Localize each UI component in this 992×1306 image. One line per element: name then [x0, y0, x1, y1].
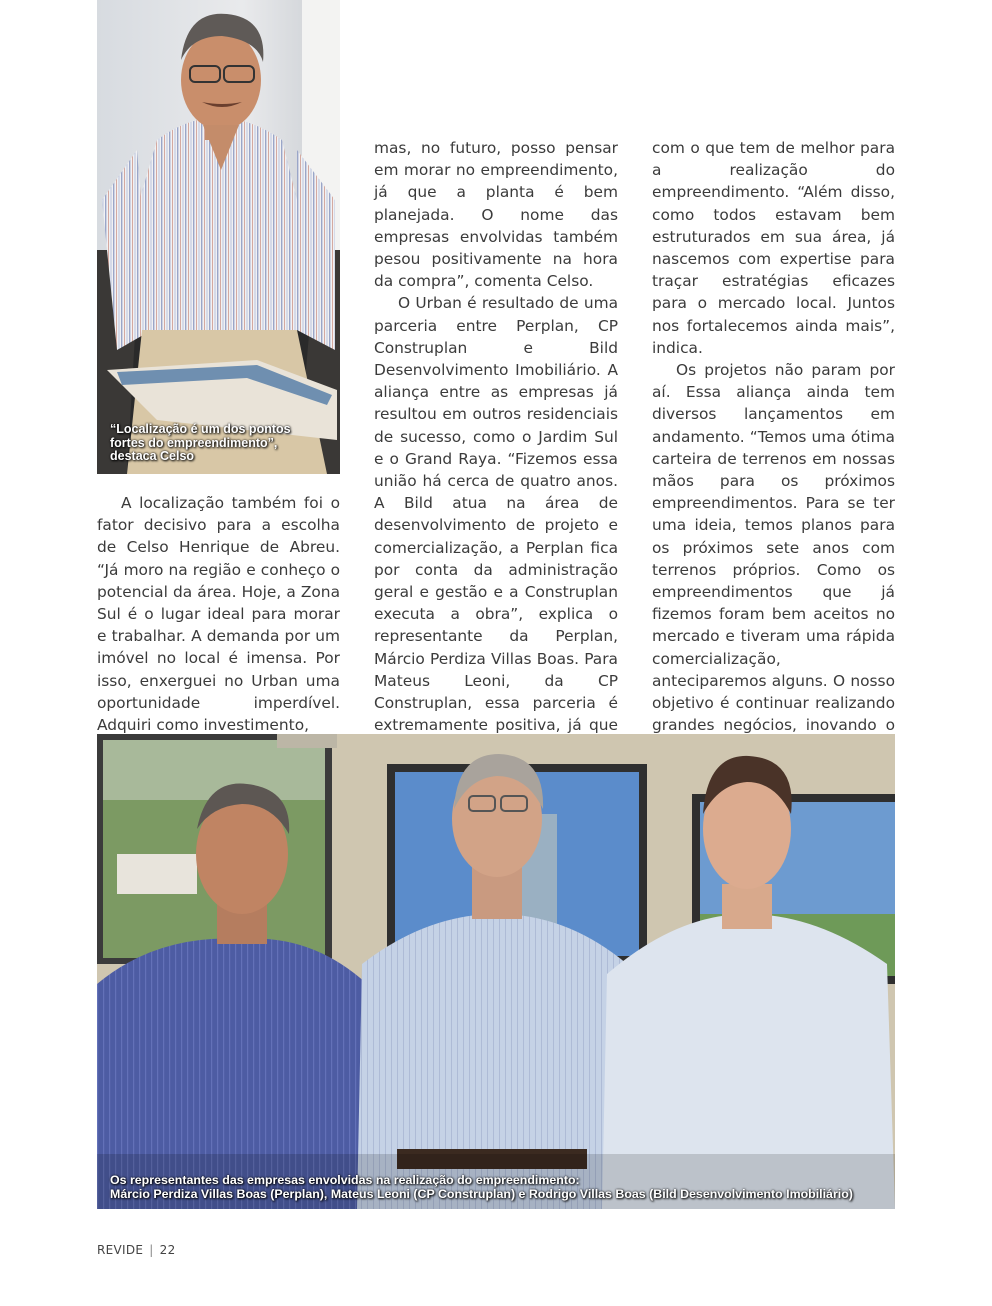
article-paragraph: A localização também foi o fator decisivo para a escolha de Celso Henrique de Abreu. “Já moro na região e conheço o potencial da área. Hoje, a Zona Sul é o lugar ideal para morar e trabalhar. A demanda por um imóvel no local é imensa. Por isso, enxerguei no Urban uma oportunidade imperdível. Adquiri como investimento,: [97, 494, 340, 735]
article-column-3: [652, 137, 895, 803]
photo-celso: [97, 0, 340, 474]
caption-line: Márcio Perdiza Villas Boas (Perplan), Mateus Leoni (CP Construplan) e Rodrigo Villas Boas (Bild Desenvolvimento Imobiliário): [110, 1187, 853, 1201]
caption-line: destaca Celso: [110, 449, 195, 463]
article-column-1: [97, 492, 340, 736]
photo-representatives: [97, 734, 895, 1209]
article-paragraph-text: Os projetos não param por aí. Essa aliança ainda tem diversos lançamentos em andamento. “Temos uma ótima carteira de terrenos em nossas mãos para os próximos empreendimentos. Para se ter uma ideia, temos planos para os próximos sete anos com terrenos próprios. Como os empreendimentos que já fizemos foram bem aceitos no mercado e tiveram uma rápida comercialização, anteciparemos alguns. O nosso objetivo é continuar realizando grandes negócios, inovando o: [652, 361, 895, 735]
caption-line: fortes do empreendimento”,: [110, 435, 278, 450]
photo-celso-image: [97, 0, 340, 474]
article-paragraph: mas, no futuro, posso pensar em morar no empreendimento, já que a planta é bem planejada. O nome das empresas envolvidas também pesou positivamente na hora da compra”, comenta Celso.: [374, 139, 618, 291]
page-footer: [97, 1243, 176, 1257]
footer-separator: |: [149, 1243, 154, 1257]
caption-line: “Localização é um dos pontos: [110, 422, 291, 436]
photo-representatives-image: [97, 734, 895, 1209]
caption-line: Os representantes das empresas envolvidas na realização do empreendimento:: [110, 1173, 580, 1187]
photo-representatives-caption: [110, 1173, 890, 1201]
page-number: 22: [159, 1243, 176, 1257]
photo-celso-caption: [110, 423, 330, 464]
magazine-name: REVIDE: [97, 1243, 144, 1257]
article-paragraph: O Urban é resultado de uma parceria entre Perplan, CP Construplan e Bild Desenvolvimento Imobiliário. A aliança entre as empresas já resultou em outros residenciais de sucesso, como o Jardim Sul e o Grand Raya. “Fizemos essa união há cerca de quatro anos. A Bild atua na área de desenvolvimento de projeto e comercialização, a Perplan fica por conta da administração geral e gestão e a Construplan executa a obra”, explica o representante da Perplan, Márcio Perdiza Villas Boas. Para Mateus Leoni, da CP Construplan, essa parceria é extremamente positiva, já que: [374, 294, 618, 735]
article-paragraph: com o que tem de melhor para a realização do empreendimento. “Além disso, como todos estavam bem estruturados em sua área, já nascemos com expertise para traçar estratégias eficazes para o mercado local. Juntos nos fortalecemos ainda mais”, indica.: [652, 139, 895, 357]
article-column-2: [374, 137, 618, 803]
